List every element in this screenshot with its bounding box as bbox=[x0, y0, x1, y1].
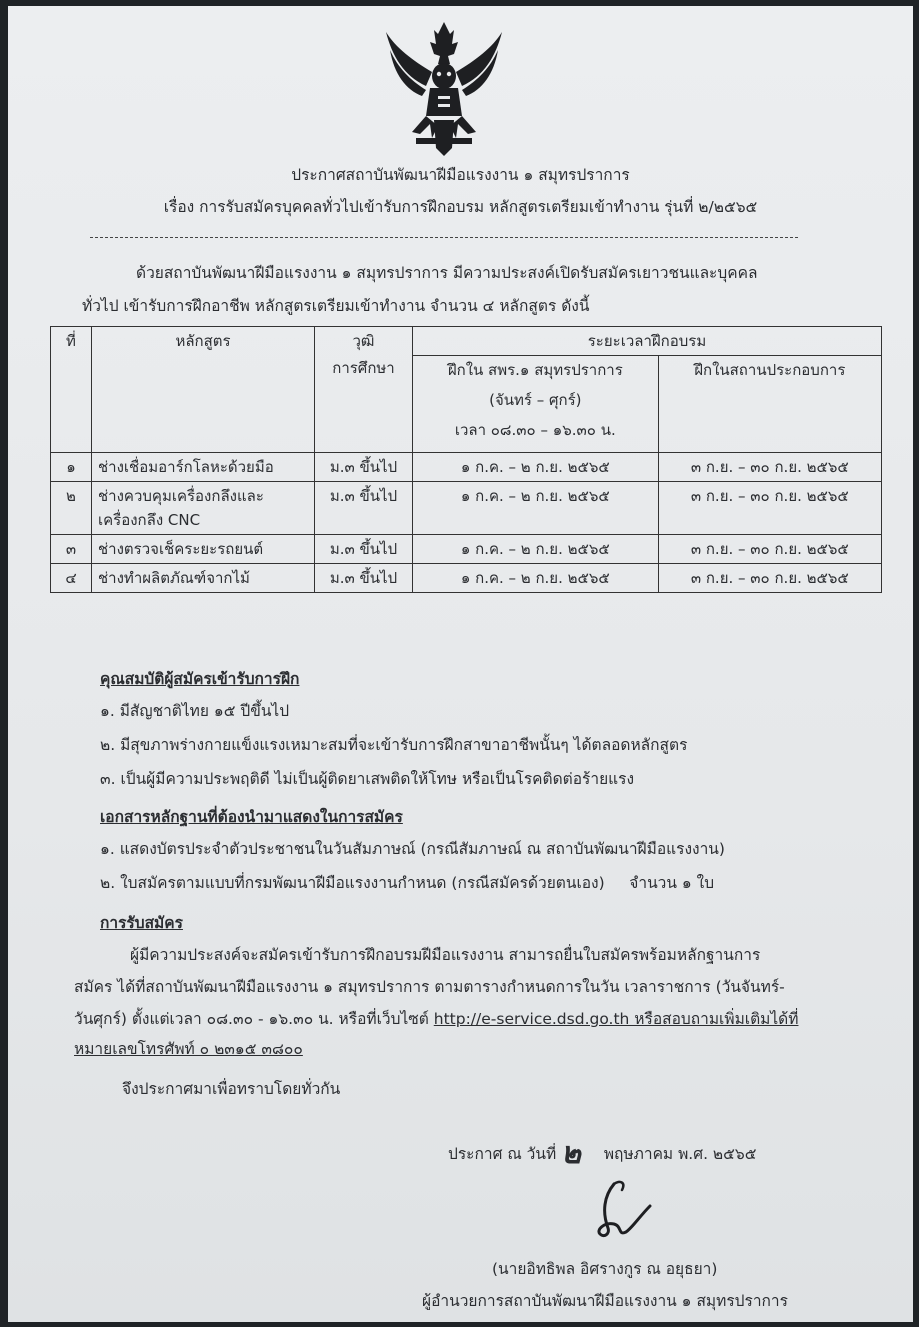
garuda-emblem-icon bbox=[382, 20, 506, 158]
col-header-period: ระยะเวลาฝึกอบรม bbox=[413, 327, 882, 356]
announcement-subject: เรื่อง การรับสมัครบุคคลทั่วไปเข้ารับการฝึกอบรม หลักสูตรเตรียมเข้าทำงาน รุ่นที่ ๒/๒๕๖๕ bbox=[163, 198, 758, 216]
row-no: ๔ bbox=[51, 564, 92, 593]
date-prefix: ประกาศ ณ วันที่ bbox=[448, 1145, 557, 1163]
col-header-institute-line2: (จันทร์ – ศุกร์) bbox=[489, 391, 582, 409]
e-service-link[interactable]: http://e-service.dsd.go.th หรือสอบถามเพิ่มเติมได้ที่ bbox=[433, 1010, 799, 1028]
qualification-item: ๓. เป็นผู้มีความประพฤติดี ไม่เป็นผู้ติดยาเสพติดให้โทษ หรือเป็นโรคติดต่อร้ายแรง bbox=[100, 770, 635, 788]
row-course bbox=[92, 482, 315, 535]
announcement-page bbox=[8, 6, 913, 1322]
col-header-institute-line1: ฝึกใน สพร.๑ สมุทรปราการ bbox=[447, 361, 623, 379]
handwritten-signature-icon bbox=[574, 1176, 664, 1248]
row-course: ช่างตรวจเช็คระยะรถยนต์ bbox=[92, 535, 315, 564]
col-header-institute bbox=[413, 356, 659, 453]
row-course-line2: เครื่องกลึง CNC bbox=[98, 511, 201, 529]
row-course: ช่างเชื่อมอาร์กโลหะด้วยมือ bbox=[92, 453, 315, 482]
document-item: ๑. แสดงบัตรประจำตัวประชาชนในวันสัมภาษณ์ (กรณีสัมภาษณ์ ณ สถาบันพัฒนาฝีมือแรงงาน) bbox=[100, 840, 725, 858]
row-workplace-period: ๓ ก.ย. – ๓๐ ก.ย. ๒๕๖๕ bbox=[658, 564, 881, 593]
row-education: ม.๓ ขึ้นไป bbox=[315, 564, 413, 593]
col-header-education bbox=[315, 327, 413, 453]
table-row bbox=[51, 453, 882, 482]
col-header-institute-line3: เวลา ๐๘.๓๐ – ๑๖.๓๐ น. bbox=[454, 421, 616, 439]
row-institute-period: ๑ ก.ค. – ๒ ก.ย. ๒๕๖๕ bbox=[413, 564, 659, 593]
closing-statement: จึงประกาศมาเพื่อทราบโดยทั่วกัน bbox=[122, 1080, 341, 1098]
document-item: ๒. ใบสมัครตามแบบที่กรมพัฒนาฝีมือแรงงานกำหนด (กรณีสมัครด้วยตนเอง) จำนวน ๑ ใบ bbox=[100, 874, 715, 892]
col-header-education-line2: การศึกษา bbox=[332, 359, 395, 377]
date-month-year: พฤษภาคม พ.ศ. ๒๕๖๕ bbox=[603, 1145, 757, 1163]
col-header-course: หลักสูตร bbox=[92, 327, 315, 453]
date-day-handwritten: ๒ bbox=[561, 1136, 581, 1171]
row-education: ม.๓ ขึ้นไป bbox=[315, 535, 413, 564]
application-line-2: สมัคร ได้ที่สถาบันพัฒนาฝีมือแรงงาน ๑ สมุทรปราการ ตามตารางกำหนดการในวัน เวลาราชการ (วันจันทร์- bbox=[74, 978, 785, 996]
row-education: ม.๓ ขึ้นไป bbox=[315, 482, 413, 535]
signer-name: (นายอิทธิพล อิศรางกูร ณ อยุธยา) bbox=[492, 1260, 718, 1278]
row-institute-period: ๑ ก.ค. – ๒ ก.ย. ๒๕๖๕ bbox=[413, 453, 659, 482]
intro-line-1: ด้วยสถาบันพัฒนาฝีมือแรงงาน ๑ สมุทรปราการ มีความประสงค์เปิดรับสมัครเยาวชนและบุคคล bbox=[136, 264, 758, 282]
application-heading: การรับสมัคร bbox=[100, 914, 183, 932]
col-header-no: ที่ bbox=[51, 327, 92, 453]
row-no: ๓ bbox=[51, 535, 92, 564]
announcement-title: ประกาศสถาบันพัฒนาฝีมือแรงงาน ๑ สมุทรปราการ bbox=[291, 166, 630, 184]
phone-number: หมายเลขโทรศัพท์ ๐ ๒๓๑๕ ๓๘๐๐ bbox=[74, 1040, 303, 1058]
application-line-1: ผู้มีความประสงค์จะสมัครเข้ารับการฝึกอบรมฝีมือแรงงาน สามารถยื่นใบสมัครพร้อมหลักฐานการ bbox=[130, 946, 761, 964]
row-workplace-period: ๓ ก.ย. – ๓๐ ก.ย. ๒๕๖๕ bbox=[658, 535, 881, 564]
signer-position: ผู้อำนวยการสถาบันพัฒนาฝีมือแรงงาน ๑ สมุทรปราการ bbox=[422, 1292, 788, 1310]
table-row bbox=[51, 535, 882, 564]
row-institute-period: ๑ ก.ค. – ๒ ก.ย. ๒๕๖๕ bbox=[413, 535, 659, 564]
dashed-divider bbox=[90, 237, 798, 238]
row-no: ๑ bbox=[51, 453, 92, 482]
col-header-workplace: ฝึกในสถานประกอบการ bbox=[658, 356, 881, 453]
row-workplace-period: ๓ ก.ย. – ๓๐ ก.ย. ๒๕๖๕ bbox=[658, 453, 881, 482]
application-line-3-text: วันศุกร์) ตั้งแต่เวลา ๐๘.๓๐ - ๑๖.๓๐ น. หรือที่เว็บไซต์ bbox=[74, 1010, 434, 1028]
row-education: ม.๓ ขึ้นไป bbox=[315, 453, 413, 482]
col-header-education-line1: วุฒิ bbox=[352, 332, 375, 350]
row-course-line1: ช่างควบคุมเครื่องกลึงและ bbox=[98, 487, 264, 505]
qualification-item: ๑. มีสัญชาติไทย ๑๕ ปีขึ้นไป bbox=[100, 702, 290, 720]
course-schedule-table bbox=[50, 326, 882, 593]
intro-line-2: ทั่วไป เข้ารับการฝึกอาชีพ หลักสูตรเตรียมเข้าทำงาน จำนวน ๔ หลักสูตร ดังนี้ bbox=[82, 297, 590, 315]
row-course: ช่างทำผลิตภัณฑ์จากไม้ bbox=[92, 564, 315, 593]
row-workplace-period: ๓ ก.ย. – ๓๐ ก.ย. ๒๕๖๕ bbox=[658, 482, 881, 535]
table-row bbox=[51, 564, 882, 593]
documents-heading: เอกสารหลักฐานที่ต้องนำมาแสดงในการสมัคร bbox=[100, 808, 403, 826]
table-row bbox=[51, 482, 882, 535]
announcement-date bbox=[448, 1130, 756, 1177]
application-line-3 bbox=[74, 1006, 798, 1031]
row-no: ๒ bbox=[51, 482, 92, 535]
row-institute-period: ๑ ก.ค. – ๒ ก.ย. ๒๕๖๕ bbox=[413, 482, 659, 535]
qualification-item: ๒. มีสุขภาพร่างกายแข็งแรงเหมาะสมที่จะเข้ารับการฝึกสาขาอาชีพนั้นๆ ได้ตลอดหลักสูตร bbox=[100, 736, 688, 754]
qualifications-heading: คุณสมบัติผู้สมัครเข้ารับการฝึก bbox=[100, 670, 300, 688]
